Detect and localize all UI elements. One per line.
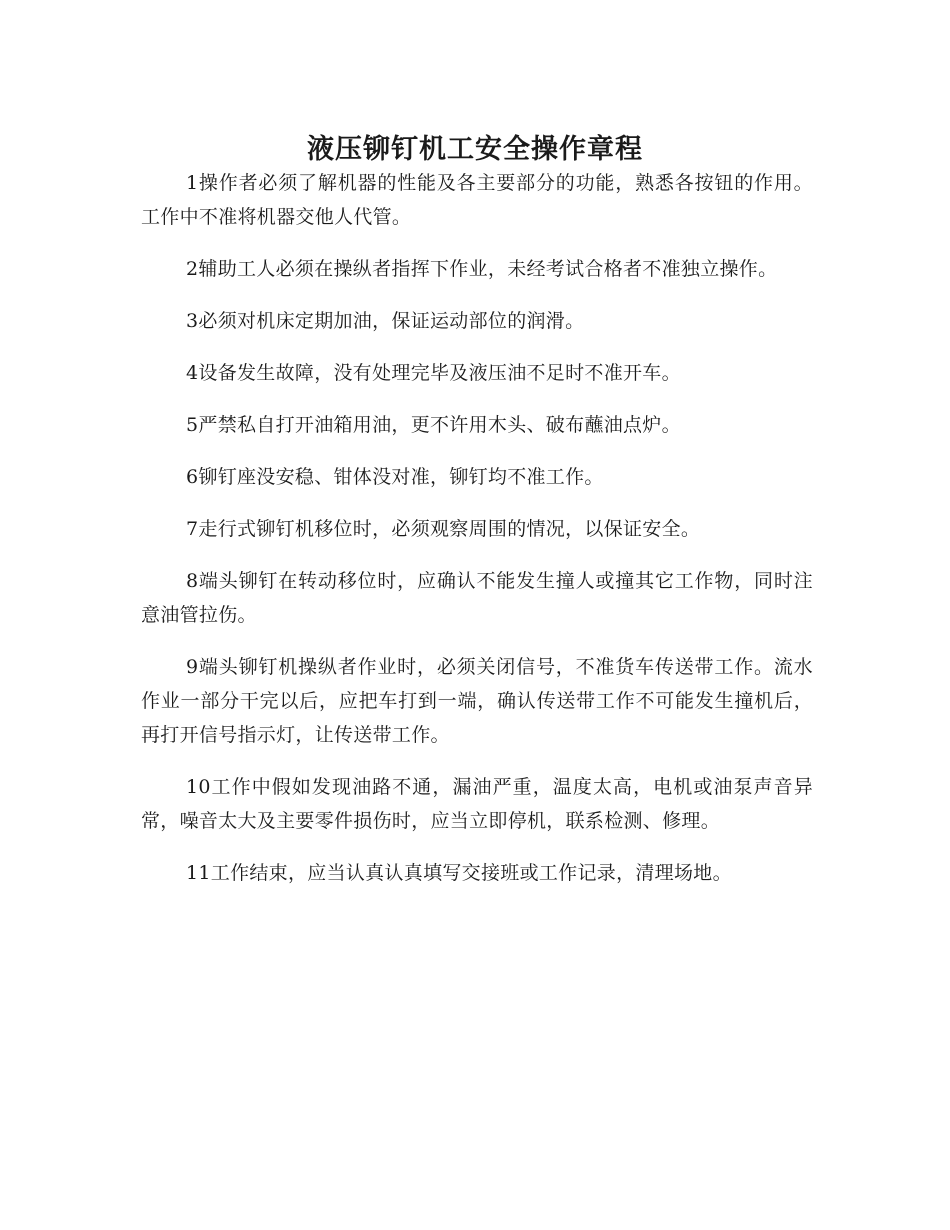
document-title: 液压铆钉机工安全操作章程 [307,134,643,166]
clause-7: 7走行式铆钉机移位时，必须观察周围的情况，以保证安全。 [186,518,701,540]
clause-1: 1操作者必须了解机器的性能及各主要部分的功能，熟悉各按钮的作用。工作中不准将机器交他人代管。 [141,172,813,228]
clause-2: 2辅助工人必须在操纵者指挥下作业，未经考试合格者不准独立操作。 [186,258,778,280]
clause-4: 4设备发生故障，没有处理完毕及液压油不足时不准开车。 [186,362,681,384]
clause-9: 9端头铆钉机操纵者作业时，必须关闭信号，不准货车传送带工作。流水作业一部分干完以后，应把车打到一端，确认传送带工作不可能发生撞机后，再打开信号指示灯，让传送带工作。 [141,656,813,746]
clause-5: 5严禁私自打开油箱用油，更不许用木头、破布蘸油点炉。 [186,414,681,436]
clause-list [141,166,813,908]
clause-11: 11工作结束，应当认真认真填写交接班或工作记录，清理场地。 [186,862,732,884]
clause-6: 6铆钉座没安稳、钳体没对准，铆钉均不准工作。 [186,466,604,488]
clause-8: 8端头铆钉在转动移位时，应确认不能发生撞人或撞其它工作物，同时注意油管拉伤。 [141,570,813,626]
clause-3: 3必须对机床定期加油，保证运动部位的润滑。 [186,310,585,332]
clause-10: 10工作中假如发现油路不通，漏油严重，温度太高，电机或油泵声音异常，噪音太大及主要零件损伤时，应当立即停机，联系检测、修理。 [141,776,813,832]
